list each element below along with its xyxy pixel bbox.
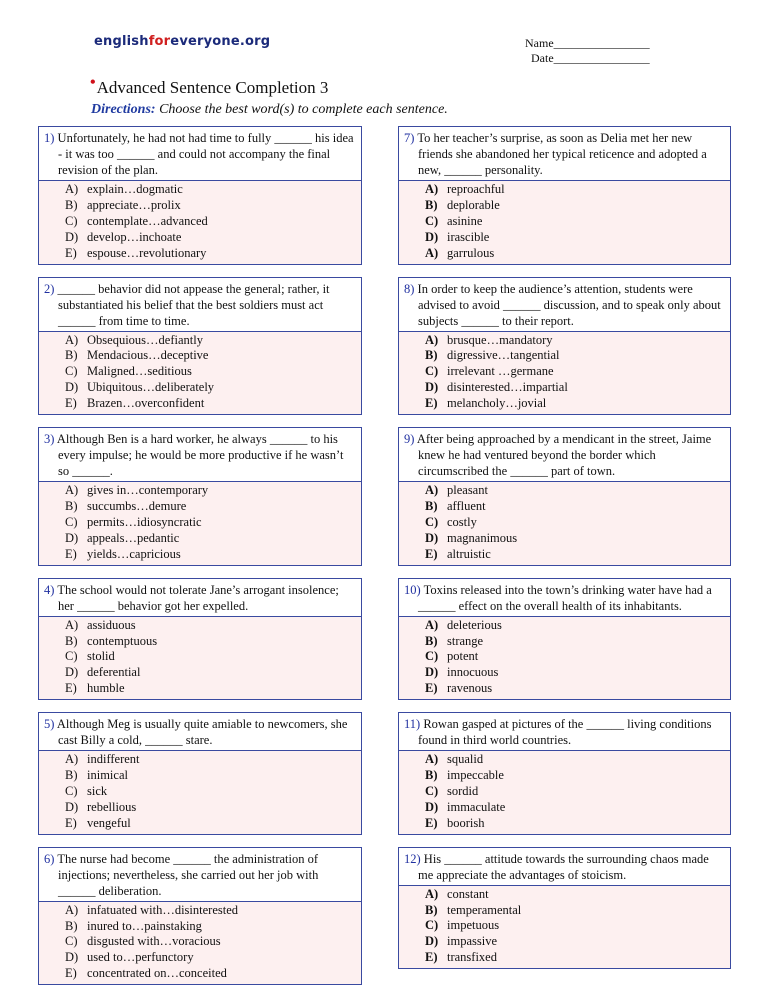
option-text: contemptuous: [87, 633, 158, 648]
question-stem: [399, 428, 730, 482]
answer-options: [39, 181, 361, 264]
answer-option[interactable]: [65, 950, 361, 966]
question-number: 11): [404, 717, 421, 732]
option-letter: E): [425, 815, 438, 830]
question-text: After being approached by a mendicant in the street, Jaime knew he had ventured beyond the border which circumscribed the ______ part of town.: [416, 432, 712, 479]
option-text: transfixed: [447, 950, 497, 965]
option-letter: A): [65, 752, 79, 767]
question-number: 5): [44, 717, 55, 732]
answer-option[interactable]: [65, 348, 361, 364]
option-text: succumbs…demure: [87, 498, 187, 513]
question-text: The nurse had become ______ the administration of injections; nevertheless, she carried out her job with ______ deliberation.: [57, 851, 319, 898]
question-stem: [399, 848, 730, 886]
question-number: 6): [44, 851, 55, 866]
answer-option[interactable]: [65, 903, 361, 919]
option-text: impeccable: [447, 768, 504, 783]
option-text: inured to…painstaking: [87, 918, 202, 933]
option-text: develop…inchoate: [87, 229, 182, 244]
answer-option[interactable]: [65, 499, 361, 515]
answer-options: [39, 332, 361, 415]
question-text: In order to keep the audience’s attention, students were advised to avoid ______ discussion, and to speak only about subjects ______ to their report.: [417, 281, 721, 328]
question-box: [38, 126, 362, 265]
option-letter: A): [425, 886, 439, 901]
answer-option[interactable]: [65, 665, 361, 681]
question-box: [38, 847, 362, 986]
directions-text: Choose the best word(s) to complete each sentence.: [159, 102, 448, 117]
option-letter: B): [65, 348, 78, 363]
answer-options: [399, 617, 730, 700]
option-letter: C): [425, 918, 439, 933]
option-letter: D): [65, 799, 79, 814]
answer-option[interactable]: [65, 198, 361, 214]
question-text: ______ behavior did not appease the general; rather, it substantiated his belief that the best soldiers must act ______ from time to time.: [57, 281, 330, 328]
option-text: stolid: [87, 649, 115, 664]
answer-option[interactable]: [65, 333, 361, 349]
option-text: affluent: [447, 498, 486, 513]
question-stem: [399, 278, 730, 332]
date-field-label: Date________________: [531, 51, 650, 65]
question-box: [398, 712, 731, 835]
answer-option[interactable]: [65, 531, 361, 547]
option-letter: D): [65, 530, 79, 545]
question-text: Although Meg is usually quite amiable to newcomers, she cast Billy a cold, ______ stare.: [56, 717, 348, 748]
option-letter: B): [425, 197, 438, 212]
answer-option[interactable]: [425, 547, 730, 563]
question-box: [38, 427, 362, 566]
answer-option[interactable]: [425, 768, 730, 784]
question-stem: [39, 428, 361, 482]
question-stem: [39, 127, 361, 181]
option-letter: D): [425, 934, 439, 949]
answer-option[interactable]: [425, 515, 730, 531]
option-text: brusque…mandatory: [447, 332, 553, 347]
option-text: altruistic: [447, 546, 491, 561]
option-letter: C): [425, 213, 439, 228]
option-letter: D): [65, 950, 79, 965]
bullet-icon: •: [90, 74, 96, 91]
option-letter: B): [65, 197, 78, 212]
question-text: To her teacher’s surprise, as soon as Delia met her new friends she abandoned her typical reticence and adopted a new, ______ personality.: [417, 131, 707, 177]
option-text: strange: [447, 633, 484, 648]
site-logo-for: for: [148, 34, 171, 49]
option-letter: B): [425, 902, 438, 917]
option-text: Ubiquitous…deliberately: [87, 380, 215, 395]
question-text: His ______ attitude towards the surrounding chaos made me appreciate the advantages of stoicism.: [418, 851, 709, 882]
option-text: constant: [447, 886, 489, 901]
page-title-text: Advanced Sentence Completion 3: [96, 78, 329, 97]
answer-option[interactable]: [65, 816, 361, 832]
question-number: 9): [404, 432, 415, 447]
option-text: appreciate…prolix: [87, 197, 181, 212]
option-text: gives in…contemporary: [87, 483, 209, 498]
question-number: 10): [404, 582, 421, 597]
option-letter: B): [65, 633, 78, 648]
answer-option[interactable]: [425, 800, 730, 816]
answer-option[interactable]: [65, 182, 361, 198]
answer-option[interactable]: [425, 214, 730, 230]
option-letter: C): [65, 213, 78, 228]
option-text: Mendacious…deceptive: [87, 348, 209, 363]
option-letter: A): [425, 245, 439, 260]
answer-option[interactable]: [425, 918, 730, 934]
option-text: costly: [447, 514, 477, 529]
question-stem: [39, 278, 361, 332]
option-text: magnanimous: [447, 530, 518, 545]
option-text: sick: [87, 783, 108, 798]
answer-option[interactable]: [425, 483, 730, 499]
option-letter: D): [65, 229, 79, 244]
answer-option[interactable]: [65, 547, 361, 563]
option-letter: C): [425, 514, 439, 529]
option-letter: E): [65, 396, 77, 411]
answer-option[interactable]: [65, 919, 361, 935]
answer-option[interactable]: [425, 230, 730, 246]
option-text: vengeful: [87, 815, 131, 830]
option-letter: C): [425, 649, 439, 664]
option-letter: D): [425, 380, 439, 395]
option-text: humble: [87, 681, 125, 696]
answer-option[interactable]: [65, 800, 361, 816]
question-text: Although Ben is a hard worker, he always ______ to his every impulse; he would be more productive if he wasn’t so ______.: [56, 432, 344, 479]
answer-option[interactable]: [65, 515, 361, 531]
site-logo: [94, 34, 270, 49]
option-letter: E): [65, 546, 77, 561]
option-letter: B): [425, 348, 438, 363]
option-letter: E): [425, 681, 438, 696]
option-text: potent: [447, 649, 479, 664]
question-number: 4): [44, 582, 55, 597]
option-letter: C): [65, 934, 78, 949]
answer-option[interactable]: [65, 768, 361, 784]
answer-option[interactable]: [425, 649, 730, 665]
option-text: explain…dogmatic: [87, 182, 183, 196]
question-text: The school would not tolerate Jane’s arrogant insolence; her ______ behavior got her expelled.: [57, 582, 339, 613]
option-text: pleasant: [447, 483, 488, 498]
option-letter: A): [65, 617, 79, 632]
question-number: 8): [404, 281, 415, 296]
option-letter: C): [65, 783, 78, 798]
option-text: yields…capricious: [87, 546, 181, 561]
option-text: boorish: [447, 815, 485, 830]
option-letter: D): [425, 799, 439, 814]
answer-option[interactable]: [425, 816, 730, 832]
question-box: [398, 126, 731, 265]
answer-option[interactable]: [65, 649, 361, 665]
option-letter: D): [65, 665, 79, 680]
answer-option[interactable]: [65, 966, 361, 982]
directions-label: Directions:: [91, 102, 156, 117]
option-text: immaculate: [447, 799, 506, 814]
question-box: [38, 277, 362, 416]
answer-option[interactable]: [65, 934, 361, 950]
question-number: 7): [404, 131, 415, 145]
option-letter: B): [65, 768, 78, 783]
option-text: inimical: [87, 768, 128, 783]
answer-option[interactable]: [65, 214, 361, 230]
worksheet-header: [0, 0, 768, 130]
option-text: deleterious: [447, 617, 502, 632]
option-letter: D): [65, 380, 79, 395]
answer-option[interactable]: [425, 246, 730, 262]
option-letter: B): [425, 633, 438, 648]
question-number: 1): [44, 131, 55, 145]
answer-options: [39, 902, 361, 985]
option-text: irascible: [447, 229, 490, 244]
option-text: impetuous: [447, 918, 500, 933]
answer-option[interactable]: [425, 752, 730, 768]
answer-option[interactable]: [65, 634, 361, 650]
answer-options: [399, 181, 730, 264]
option-letter: C): [65, 514, 78, 529]
question-box: [398, 277, 731, 416]
option-text: deplorable: [447, 197, 500, 212]
option-text: digressive…tangential: [447, 348, 560, 363]
answer-option[interactable]: [425, 784, 730, 800]
answer-option[interactable]: [425, 618, 730, 634]
answer-options: [399, 332, 730, 415]
answer-option[interactable]: [425, 499, 730, 515]
answer-option[interactable]: [65, 364, 361, 380]
answer-options: [399, 751, 730, 834]
option-text: contemplate…advanced: [87, 213, 208, 228]
site-logo-prefix: english: [94, 34, 149, 49]
name-field-label: Name________________: [525, 36, 650, 50]
question-box: [398, 578, 731, 701]
option-letter: A): [425, 483, 439, 498]
option-letter: A): [425, 332, 439, 347]
question-number: 3): [44, 432, 55, 447]
answer-options: [399, 886, 730, 969]
answer-option[interactable]: [65, 230, 361, 246]
option-letter: E): [425, 950, 438, 965]
answer-option[interactable]: [65, 618, 361, 634]
option-text: reproachful: [447, 182, 505, 196]
option-letter: C): [425, 364, 439, 379]
option-text: disgusted with…voracious: [87, 934, 221, 949]
option-letter: B): [425, 498, 438, 513]
option-letter: E): [65, 815, 77, 830]
answer-options: [39, 751, 361, 834]
answer-option[interactable]: [425, 634, 730, 650]
answer-option[interactable]: [65, 784, 361, 800]
question-box: [38, 712, 362, 835]
option-text: garrulous: [447, 245, 495, 260]
option-text: sordid: [447, 783, 479, 798]
answer-option[interactable]: [425, 665, 730, 681]
answer-option[interactable]: [65, 380, 361, 396]
question-text: Toxins released into the town’s drinking water have had a ______ effect on the overall health of its inhabitants.: [418, 582, 712, 613]
answer-option[interactable]: [425, 198, 730, 214]
question-box: [398, 847, 731, 970]
option-text: used to…perfunctory: [87, 950, 194, 965]
option-text: Obsequious…defiantly: [87, 332, 203, 347]
option-letter: A): [65, 483, 79, 498]
answer-option[interactable]: [425, 182, 730, 198]
question-box: [38, 578, 362, 701]
directions: [91, 102, 448, 118]
answer-options: [39, 617, 361, 700]
question-stem: [39, 713, 361, 751]
option-letter: B): [65, 498, 78, 513]
question-stem: [399, 127, 730, 181]
option-letter: A): [65, 182, 79, 196]
answer-option[interactable]: [65, 752, 361, 768]
option-letter: C): [65, 364, 78, 379]
option-letter: B): [65, 918, 78, 933]
option-letter: E): [65, 681, 77, 696]
option-text: ravenous: [447, 681, 493, 696]
option-text: Maligned…seditious: [87, 364, 192, 379]
option-text: disinterested…impartial: [447, 380, 568, 395]
option-letter: C): [425, 783, 439, 798]
answer-option[interactable]: [425, 396, 730, 412]
site-logo-suffix: everyone.org: [170, 34, 271, 49]
option-text: deferential: [87, 665, 141, 680]
question-box: [398, 427, 731, 566]
option-text: concentrated on…conceited: [87, 966, 227, 981]
option-text: appeals…pedantic: [87, 530, 180, 545]
option-text: assiduous: [87, 617, 136, 632]
option-text: innocuous: [447, 665, 499, 680]
option-text: rebellious: [87, 799, 137, 814]
answer-option[interactable]: [65, 483, 361, 499]
option-letter: E): [65, 966, 77, 981]
option-text: infatuated with…disinterested: [87, 902, 239, 917]
option-text: espouse…revolutionary: [87, 245, 207, 260]
option-text: melancholy…jovial: [447, 396, 547, 411]
question-number: 2): [44, 281, 55, 296]
page-title: [90, 74, 329, 98]
option-letter: D): [425, 665, 439, 680]
answer-option[interactable]: [425, 934, 730, 950]
option-text: Brazen…overconfident: [87, 396, 205, 411]
option-text: temperamental: [447, 902, 522, 917]
option-text: asinine: [447, 213, 483, 228]
option-text: permits…idiosyncratic: [87, 514, 202, 529]
question-text: Rowan gasped at pictures of the ______ living conditions found in third world countries.: [418, 717, 712, 748]
question-text: Unfortunately, he had not had time to fully ______ his idea - it was too ______ and could not accompany the final revision of the plan.: [57, 131, 354, 177]
option-letter: A): [425, 752, 439, 767]
option-text: irrelevant …germane: [447, 364, 554, 379]
option-text: indifferent: [87, 752, 140, 767]
option-letter: A): [425, 182, 439, 196]
answer-option[interactable]: [425, 531, 730, 547]
question-stem: [39, 579, 361, 617]
option-letter: D): [425, 229, 439, 244]
answer-options: [399, 482, 730, 565]
option-letter: D): [425, 530, 439, 545]
question-stem: [399, 579, 730, 617]
answer-option[interactable]: [425, 364, 730, 380]
answer-option[interactable]: [65, 681, 361, 697]
option-text: impassive: [447, 934, 497, 949]
answer-option[interactable]: [425, 950, 730, 966]
answer-option[interactable]: [425, 333, 730, 349]
option-letter: E): [65, 245, 77, 260]
option-letter: C): [65, 649, 78, 664]
answer-option[interactable]: [65, 246, 361, 262]
question-stem: [39, 848, 361, 902]
option-letter: A): [425, 617, 439, 632]
question-stem: [399, 713, 730, 751]
answer-option[interactable]: [425, 380, 730, 396]
left-question-column: [38, 126, 362, 997]
answer-options: [39, 482, 361, 565]
option-letter: E): [425, 396, 438, 411]
question-number: 12): [404, 851, 421, 866]
answer-option[interactable]: [65, 396, 361, 412]
answer-option[interactable]: [425, 887, 730, 903]
option-letter: B): [425, 768, 438, 783]
option-letter: A): [65, 332, 79, 347]
answer-option[interactable]: [425, 348, 730, 364]
right-question-column: [398, 126, 731, 981]
answer-option[interactable]: [425, 681, 730, 697]
option-letter: E): [425, 546, 438, 561]
answer-option[interactable]: [425, 903, 730, 919]
option-text: squalid: [447, 752, 484, 767]
option-letter: A): [65, 902, 79, 917]
